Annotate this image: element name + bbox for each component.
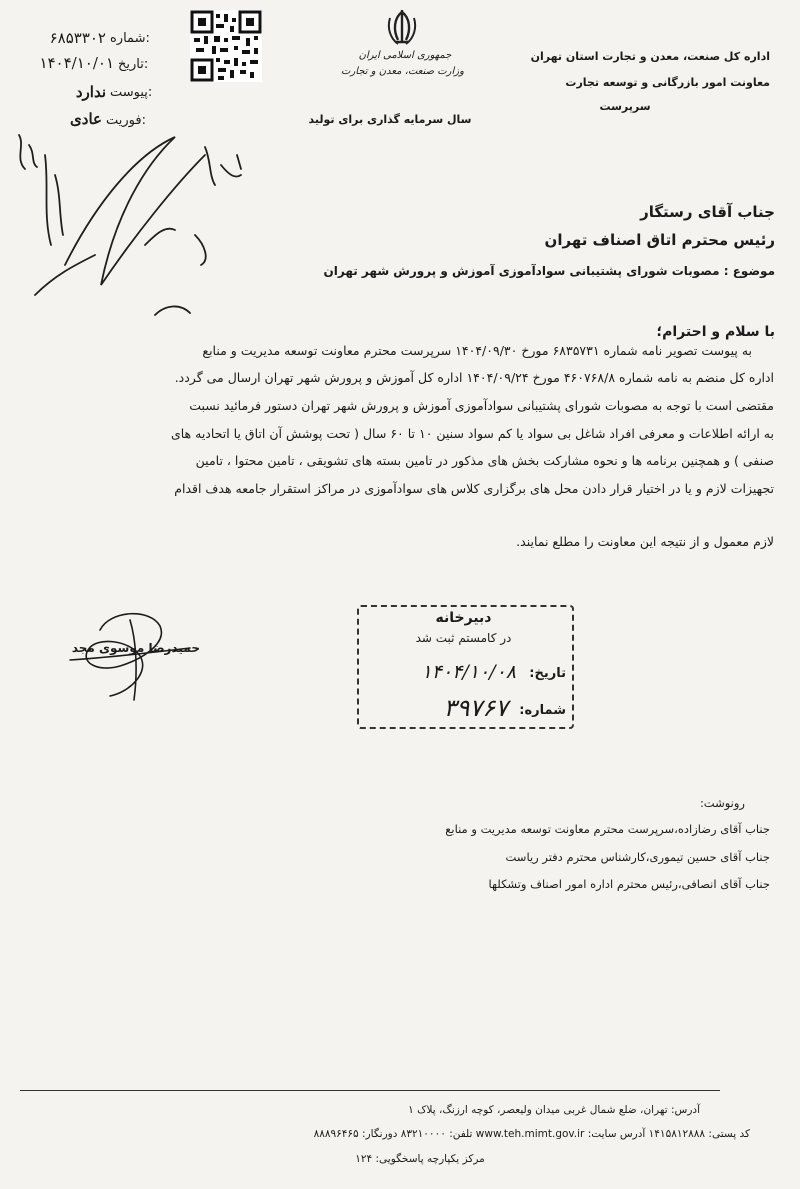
slogan: سال سرمایه گذاری برای تولید [308,113,472,126]
recipient-title: رئیس محترم اتاق اصناف تهران [544,231,775,249]
republic-line: جمهوری اسلامی ایران [358,50,452,61]
signature-scribble [40,600,210,710]
stamp-date-value: ۱۴۰۴/۱۰/۰۸ [421,661,516,683]
body-line-1: به پیوست تصویر نامه شماره ۶۸۳۵۷۳۱ مورخ ۱۴۰۴/۰۹/۳۰ سرپرست محترم معاونت توسعه مدیریت و منابع [202,343,752,358]
qr-code-icon [190,10,262,82]
ministry-line: وزارت صنعت، معدن و تجارت [341,66,464,77]
body-line-2: اداره کل منضم به نامه شماره ۴۶۰۷۶۸/۸ مورخ ۱۴۰۴/۰۹/۲۴ اداره کل آموزش و پرورش شهر تهران ارسال می گردد. [174,370,774,385]
body-line-4: به ارائه اطلاعات و معرفی افراد شاغل بی سواد یا کم سواد سنین ۱۰ تا ۶۰ سال ( تحت پوشش آن اتاق یا اتحادیه های [170,426,774,441]
iran-emblem-icon [384,8,420,48]
body-line-7: لازم معمول و از نتیجه این معاونت را مطلع نمایند. [516,534,774,549]
body-line-6: تجهیزات لازم و یا در اختیار قرار دادن محل های برگزاری کلاس های سوادآموزی در مراکز استقرار جامعه هدف اقدام [174,481,774,496]
stamp-date-label: تاریخ: [529,666,566,681]
cc-heading: رونوشت: [699,796,745,810]
priority-value: عادی [70,110,102,128]
signer-name: حمیدرضا موسوی مجد [71,641,200,655]
footer-address: آدرس: تهران، ضلع شمال غربی میدان ولیعصر، کوچه ارزنگ، پلاک ۱ [408,1104,700,1116]
body-line-3: مقتضی است با توجه به مصوبات شورای پشتیبانی سوادآموزی آموزش و پرورش شهر تهران دستور فرمائید نسبت [189,398,774,413]
cc-item-3: جناب آقای انصافی،رئیس محترم اداره امور اصناف وتشکلها [488,877,770,891]
stamp-subtitle: در کامستم ثبت شد [415,631,512,645]
date-label: تاریخ: [118,57,149,72]
date-value: ۱۴۰۴/۱۰/۰۱ [39,54,114,72]
number-value: ۶۸۵۳۳۰۲ [49,29,106,47]
priority-label: فوریت: [106,113,146,128]
attachment-value: ندارد [75,83,106,101]
stamp-number-value: ۳۹۷۶۷ [443,694,508,722]
handwritten-annotation [5,125,325,345]
number-label: شماره: [110,31,150,46]
stamp-number-label: شماره: [519,703,566,718]
footer-divider [20,1090,720,1091]
greeting: با سلام و احترام؛ [656,324,775,340]
footer-contact: کد پستی: ۱۴۱۵۸۱۲۸۸۸ آدرس سایت: www.teh.mimt.gov.ir تلفن: ۸۳۲۱۰۰۰۰ دورنگار: ۸۸۸۹۶۴۶۵ [313,1128,750,1140]
attachment-label: پیوست: [110,85,153,100]
recipient-name: جناب آقای رستگار [640,203,775,221]
cc-item-1: جناب آقای رضازاده،سرپرست محترم معاونت توسعه مدیریت و منابع [445,822,770,836]
subject: موضوع : مصوبات شورای پشتیبانی سوادآموزی آموزش و پرورش شهر تهران [323,264,775,278]
cc-item-2: جناب آقای حسین تیموری،کارشناس محترم دفتر ریاست [505,850,770,864]
org-line-3: سرپرست [599,100,651,113]
body-line-5: صنفی ) و همچنین برنامه ها و نحوه مشارکت بخش های مذکور در تامین بسته های تشویقی ، تامین محتوا ، تامین [195,453,774,468]
org-line-1: اداره کل صنعت، معدن و تجارت استان تهران [530,50,770,63]
stamp-title: دبیرخانه [435,610,492,626]
org-line-2: معاونت امور بازرگانی و توسعه تجارت [565,76,770,89]
footer-response-center: مرکز یکپارچه پاسخگویی: ۱۲۴ [355,1153,485,1165]
